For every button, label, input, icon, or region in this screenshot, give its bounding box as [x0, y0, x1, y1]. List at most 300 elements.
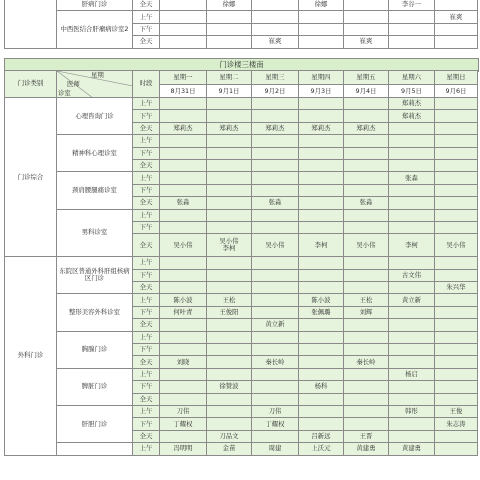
doctor-cell: 刘辉: [344, 306, 389, 318]
doctor-cell: [207, 147, 252, 159]
doctor-cell: [344, 381, 389, 393]
schedule-row: [5, 209, 478, 221]
doctor-cell: 吕新远: [299, 430, 344, 442]
weekday-header: 星期五: [344, 71, 389, 85]
doctor-cell: [207, 282, 252, 294]
doctor-cell: [160, 98, 207, 110]
doctor-cell: [207, 405, 252, 417]
doctor-cell: [389, 344, 435, 356]
doctor-cell: 王俊阳: [207, 306, 252, 318]
doctor-cell: [299, 257, 344, 269]
date-header: 9月2日: [252, 85, 299, 98]
doctor-cell: 朱兴华: [435, 282, 478, 294]
doctor-cell: 张森: [389, 172, 435, 184]
doctor-cell: [299, 418, 344, 430]
doctor-cell: [344, 393, 389, 405]
doctor-cell: [252, 282, 299, 294]
slot-label: 上午: [133, 368, 160, 380]
slot-label: 下午: [133, 147, 160, 159]
doctor-cell: 郑莉杰: [252, 122, 299, 134]
doctor-cell: [389, 159, 435, 171]
doctor-cell: [299, 221, 344, 233]
doctor-cell: [389, 23, 435, 35]
slot-label: 下午: [133, 110, 160, 122]
doctor-cell: [160, 209, 207, 221]
doctor-cell: 刀伟: [160, 405, 207, 417]
room-name: 精神科心理诊室: [57, 135, 133, 172]
doctor-cell: [299, 197, 344, 209]
doctor-cell: 张佩璐: [299, 306, 344, 318]
doctor-cell: [435, 110, 478, 122]
date-header: 9月3日: [299, 85, 344, 98]
doctor-cell: [435, 172, 478, 184]
doctor-cell: [344, 319, 389, 331]
doctor-cell: [344, 184, 389, 196]
slot-label: 全天: [133, 356, 160, 368]
doctor-cell: 李谷一: [389, 0, 435, 11]
doctor-cell: [160, 331, 207, 343]
schedule-row: [5, 172, 478, 184]
doctor-cell: 王松: [344, 294, 389, 306]
doctor-cell: 徐娜: [207, 0, 252, 11]
doctor-cell: [389, 147, 435, 159]
doctor-cell: 徐娜: [299, 0, 344, 11]
doctor-cell: 郑莉杰: [389, 110, 435, 122]
room-name: 肝胆门诊: [57, 405, 133, 442]
slot-label: 全天: [133, 197, 160, 209]
room-name: [57, 443, 133, 455]
doctor-cell: [207, 135, 252, 147]
date-header: 9月5日: [389, 85, 435, 98]
date-header: 8月31日: [160, 85, 207, 98]
doctor-cell: [207, 257, 252, 269]
doctor-cell: 郑莉杰: [160, 122, 207, 134]
top-schedule-block: [4, 0, 478, 49]
section-title: 门诊楼三楼南: [4, 58, 479, 72]
doctor-cell: 郑莉杰: [299, 122, 344, 134]
top-row: [5, 11, 478, 23]
doctor-cell: [299, 110, 344, 122]
slot-label: 下午: [133, 23, 160, 35]
doctor-cell: [160, 147, 207, 159]
doctor-cell: [207, 11, 252, 23]
doctor-cell: [299, 344, 344, 356]
doctor-cell: [344, 110, 389, 122]
doctor-cell: [435, 209, 478, 221]
doctor-cell: 秦长岭: [344, 356, 389, 368]
weekday-header: 星期四: [299, 71, 344, 85]
doctor-cell: 陈小波: [160, 294, 207, 306]
doctor-cell: 张淼: [252, 197, 299, 209]
doctor-cell: [252, 221, 299, 233]
doctor-cell: [344, 368, 389, 380]
doctor-cell: 崔爽: [435, 11, 478, 23]
doctor-cell: [299, 184, 344, 196]
slot-label: 下午: [133, 184, 160, 196]
doctor-cell: [252, 381, 299, 393]
doctor-cell: [160, 11, 207, 23]
doctor-cell: 张淼: [344, 197, 389, 209]
department-name: 门诊综合: [5, 98, 57, 257]
weekday-header: 星期一: [160, 71, 207, 85]
doctor-cell: 崔爽: [252, 36, 299, 48]
doctor-cell: [252, 294, 299, 306]
doctor-cell: [160, 135, 207, 147]
doctor-cell: [160, 257, 207, 269]
doctor-cell: 周建: [252, 443, 299, 455]
schedule-row: [5, 98, 478, 110]
doctor-cell: 黄立新: [389, 294, 435, 306]
doctor-cell: [207, 368, 252, 380]
doctor-cell: [207, 418, 252, 430]
doctor-cell: [160, 344, 207, 356]
doctor-cell: [344, 405, 389, 417]
doctor-cell: 杨启: [389, 368, 435, 380]
doctor-cell: [435, 368, 478, 380]
doctor-cell: [160, 159, 207, 171]
doctor-cell: [207, 110, 252, 122]
doctor-cell: [389, 282, 435, 294]
doctor-cell: [252, 110, 299, 122]
doctor-cell: 何叶青: [160, 306, 207, 318]
doctor-cell: [389, 11, 435, 23]
doctor-cell: 冯明明: [160, 443, 207, 455]
doctor-cell: [252, 368, 299, 380]
doctor-cell: [389, 331, 435, 343]
room-name: 男科诊室: [57, 209, 133, 257]
slot-label: 上午: [133, 209, 160, 221]
doctor-cell: [252, 147, 299, 159]
doctor-cell: [344, 135, 389, 147]
doctor-cell: [207, 221, 252, 233]
room-name: 东院区普通外科肝组核病区门诊: [57, 257, 133, 294]
doctor-cell: [389, 122, 435, 134]
doctor-cell: 黄建勇: [344, 443, 389, 455]
room-name: 肝病门诊: [57, 0, 133, 11]
doctor-cell: [389, 319, 435, 331]
doctor-cell: [207, 197, 252, 209]
doctor-cell: 吴小伟: [252, 234, 299, 257]
doctor-cell: 郑莉杰: [344, 122, 389, 134]
schedule-row: [5, 294, 478, 306]
schedule-row: [5, 257, 478, 269]
doctor-cell: [160, 393, 207, 405]
doctor-cell: 王晋: [344, 430, 389, 442]
slot-label: 全天: [133, 282, 160, 294]
doctor-cell: [389, 209, 435, 221]
doctor-cell: [435, 147, 478, 159]
doctor-cell: [435, 197, 478, 209]
slot-label: 上午: [133, 443, 160, 455]
doctor-cell: [389, 356, 435, 368]
schedule-row: [5, 405, 478, 417]
doctor-cell: [252, 98, 299, 110]
doctor-cell: [160, 36, 207, 48]
doctor-cell: [435, 135, 478, 147]
room-name: 心理咨询门诊: [57, 98, 133, 135]
doctor-cell: [344, 331, 389, 343]
doctor-cell: [389, 257, 435, 269]
dept-column-header: 门诊类别: [5, 71, 57, 98]
room-name: 颈肩腰腿痛诊室: [57, 172, 133, 209]
doctor-cell: [299, 331, 344, 343]
doctor-cell: [207, 393, 252, 405]
slot-label: 上午: [133, 172, 160, 184]
doctor-cell: [252, 430, 299, 442]
doctor-cell: [160, 319, 207, 331]
doctor-cell: [299, 172, 344, 184]
top-row: [5, 0, 478, 11]
doctor-cell: [160, 221, 207, 233]
doctor-cell: [344, 418, 389, 430]
slot-label: 下午: [133, 269, 160, 281]
doctor-cell: [435, 393, 478, 405]
header-row: [5, 71, 478, 85]
doctor-cell: [389, 306, 435, 318]
slot-label: 下午: [133, 381, 160, 393]
doctor-cell: [344, 11, 389, 23]
doctor-cell: 丁耀权: [252, 418, 299, 430]
doctor-cell: [299, 98, 344, 110]
top-dept-cell: [5, 0, 57, 48]
room-label: 诊室: [58, 89, 71, 97]
doctor-cell: [299, 282, 344, 294]
doctor-cell: [207, 98, 252, 110]
doctor-cell: [435, 36, 478, 48]
schedule-row: [5, 331, 478, 343]
doctor-cell: [299, 135, 344, 147]
doctor-cell: [160, 282, 207, 294]
doctor-cell: [299, 159, 344, 171]
slot-label: 上午: [133, 98, 160, 110]
slot-label: 全天: [133, 122, 160, 134]
doctor-cell: [435, 221, 478, 233]
doctor-cell: [160, 269, 207, 281]
doctor-cell: 王俊: [435, 405, 478, 417]
slot-label: 全天: [133, 430, 160, 442]
doctor-cell: [160, 430, 207, 442]
doctor-cell: [435, 306, 478, 318]
doctor-cell: [252, 393, 299, 405]
slot-label: 下午: [133, 418, 160, 430]
slot-label: 上午: [133, 294, 160, 306]
slot-label: 下午: [133, 344, 160, 356]
department-name: 外科门诊: [5, 257, 57, 455]
doctor-cell: [344, 98, 389, 110]
doctor-cell: [435, 344, 478, 356]
doctor-cell: [207, 159, 252, 171]
slot-label: 上午: [133, 257, 160, 269]
doctor-cell: [435, 331, 478, 343]
doctor-cell: [207, 344, 252, 356]
doctor-cell: [252, 331, 299, 343]
doctor-cell: [160, 110, 207, 122]
schedule-row: [5, 368, 478, 380]
date-header: 9月6日: [435, 85, 478, 98]
slot-label: 全天: [133, 159, 160, 171]
doctor-cell: [299, 393, 344, 405]
doctor-cell: 李柯: [389, 234, 435, 257]
doctor-cell: [160, 184, 207, 196]
doctor-cell: [207, 356, 252, 368]
doctor-cell: [252, 23, 299, 35]
doctor-cell: 刀伟: [252, 405, 299, 417]
doctor-cell: [435, 257, 478, 269]
weekday-header: 星期二: [207, 71, 252, 85]
doctor-cell: [389, 135, 435, 147]
doctor-cell: [389, 381, 435, 393]
doctor-cell: [344, 0, 389, 11]
doctor-cell: [435, 0, 478, 11]
slot-label: 全天: [133, 0, 160, 11]
doctor-cell: [435, 184, 478, 196]
doctor-cell: 李柯: [299, 234, 344, 257]
doctor-cell: 秦长岭: [252, 356, 299, 368]
doctor-cell: [344, 344, 389, 356]
doctor-cell: [160, 23, 207, 35]
doctor-cell: [207, 36, 252, 48]
slot-label: 上午: [133, 331, 160, 343]
slot-label: 下午: [133, 221, 160, 233]
doctor-cell: [435, 430, 478, 442]
doctor-cell: [207, 23, 252, 35]
doctor-cell: [207, 172, 252, 184]
schedule-row: [5, 443, 478, 455]
doctor-cell: [252, 257, 299, 269]
slot-label: 上午: [133, 405, 160, 417]
doctor-cell: [252, 209, 299, 221]
doctor-cell: 刘晓: [160, 356, 207, 368]
doctor-cell: [207, 319, 252, 331]
doctor-cell: 张淼: [160, 197, 207, 209]
doctor-cell: [435, 356, 478, 368]
doctor-cell: [435, 159, 478, 171]
doctor-cell: 陈小波: [299, 294, 344, 306]
doctor-cell: [344, 269, 389, 281]
diagonal-header: [57, 71, 133, 98]
room-name: 整形美容外科诊室: [57, 294, 133, 331]
doctor-cell: [435, 294, 478, 306]
doctor-label: 医师: [67, 80, 80, 88]
doctor-cell: [299, 405, 344, 417]
slot-label: 上午: [133, 135, 160, 147]
doctor-cell: [389, 430, 435, 442]
date-header: 9月1日: [207, 85, 252, 98]
doctor-cell: [207, 269, 252, 281]
doctor-cell: 上沃元: [299, 443, 344, 455]
doctor-cell: 吴小伟: [435, 234, 478, 257]
doctor-cell: [435, 319, 478, 331]
doctor-cell: 吴小伟: [160, 234, 207, 257]
doctor-cell: [207, 209, 252, 221]
doctor-cell: 吴小伟: [344, 234, 389, 257]
doctor-cell: [435, 98, 478, 110]
doctor-cell: [344, 209, 389, 221]
doctor-cell: [389, 393, 435, 405]
room-name: 脾脏门诊: [57, 368, 133, 405]
doctor-cell: 刀品文: [207, 430, 252, 442]
doctor-cell: 黄立新: [252, 319, 299, 331]
slot-label: 全天: [133, 319, 160, 331]
doctor-cell: [344, 159, 389, 171]
doctor-cell: [160, 172, 207, 184]
slot-label: 上午: [133, 11, 160, 23]
doctor-cell: [252, 172, 299, 184]
doctor-cell: [299, 368, 344, 380]
doctor-cell: [299, 147, 344, 159]
doctor-cell: [344, 282, 389, 294]
doctor-cell: [344, 172, 389, 184]
doctor-cell: [299, 11, 344, 23]
doctor-cell: [389, 221, 435, 233]
schedule-table: [4, 70, 478, 456]
date-header: 9月4日: [344, 85, 389, 98]
doctor-cell: [252, 344, 299, 356]
doctor-cell: [252, 184, 299, 196]
doctor-cell: 金苗: [207, 443, 252, 455]
doctor-cell: [207, 184, 252, 196]
doctor-cell: [252, 159, 299, 171]
slot-label: 全天: [133, 393, 160, 405]
doctor-cell: [435, 269, 478, 281]
doctor-cell: 古文伟: [389, 269, 435, 281]
doctor-cell: [299, 23, 344, 35]
doctor-cell: [389, 36, 435, 48]
doctor-cell: 韩彤: [389, 405, 435, 417]
schedule-row: [5, 135, 478, 147]
doctor-cell: [435, 381, 478, 393]
weekday-header: 星期六: [389, 71, 435, 85]
doctor-cell: [160, 0, 207, 11]
doctor-cell: [299, 209, 344, 221]
doctor-cell: [435, 23, 478, 35]
doctor-cell: 杨科: [299, 381, 344, 393]
doctor-cell: 丁耀权: [160, 418, 207, 430]
slot-label: 下午: [133, 306, 160, 318]
doctor-cell: 王松: [207, 294, 252, 306]
doctor-cell: 吴小伟 李柯: [207, 234, 252, 257]
room-name: 中西医结合肝瘤病诊室2: [57, 11, 133, 48]
doctor-cell: 郑莉杰: [207, 122, 252, 134]
doctor-cell: [299, 36, 344, 48]
doctor-cell: [344, 257, 389, 269]
doctor-cell: [389, 184, 435, 196]
doctor-cell: [299, 269, 344, 281]
weekday-header: 星期三: [252, 71, 299, 85]
doctor-cell: 郑莉杰: [389, 98, 435, 110]
weekday-header: 星期日: [435, 71, 478, 85]
doctor-cell: 徐赞波: [207, 381, 252, 393]
doctor-cell: [207, 331, 252, 343]
doctor-cell: 黄建勇: [389, 443, 435, 455]
slot-label: 全天: [133, 234, 160, 257]
doctor-cell: [252, 269, 299, 281]
doctor-cell: [252, 0, 299, 11]
doctor-cell: [252, 306, 299, 318]
doctor-cell: [344, 147, 389, 159]
room-name: 胸腺门诊: [57, 331, 133, 368]
doctor-cell: [344, 23, 389, 35]
doctor-cell: 崔爽: [344, 36, 389, 48]
slot-label: 全天: [133, 36, 160, 48]
doctor-cell: [389, 418, 435, 430]
weekday-label: 星期: [91, 71, 104, 79]
doctor-cell: [435, 122, 478, 134]
slot-column-header: 时段: [133, 71, 160, 98]
doctor-cell: [252, 11, 299, 23]
doctor-cell: [160, 381, 207, 393]
doctor-cell: [299, 356, 344, 368]
